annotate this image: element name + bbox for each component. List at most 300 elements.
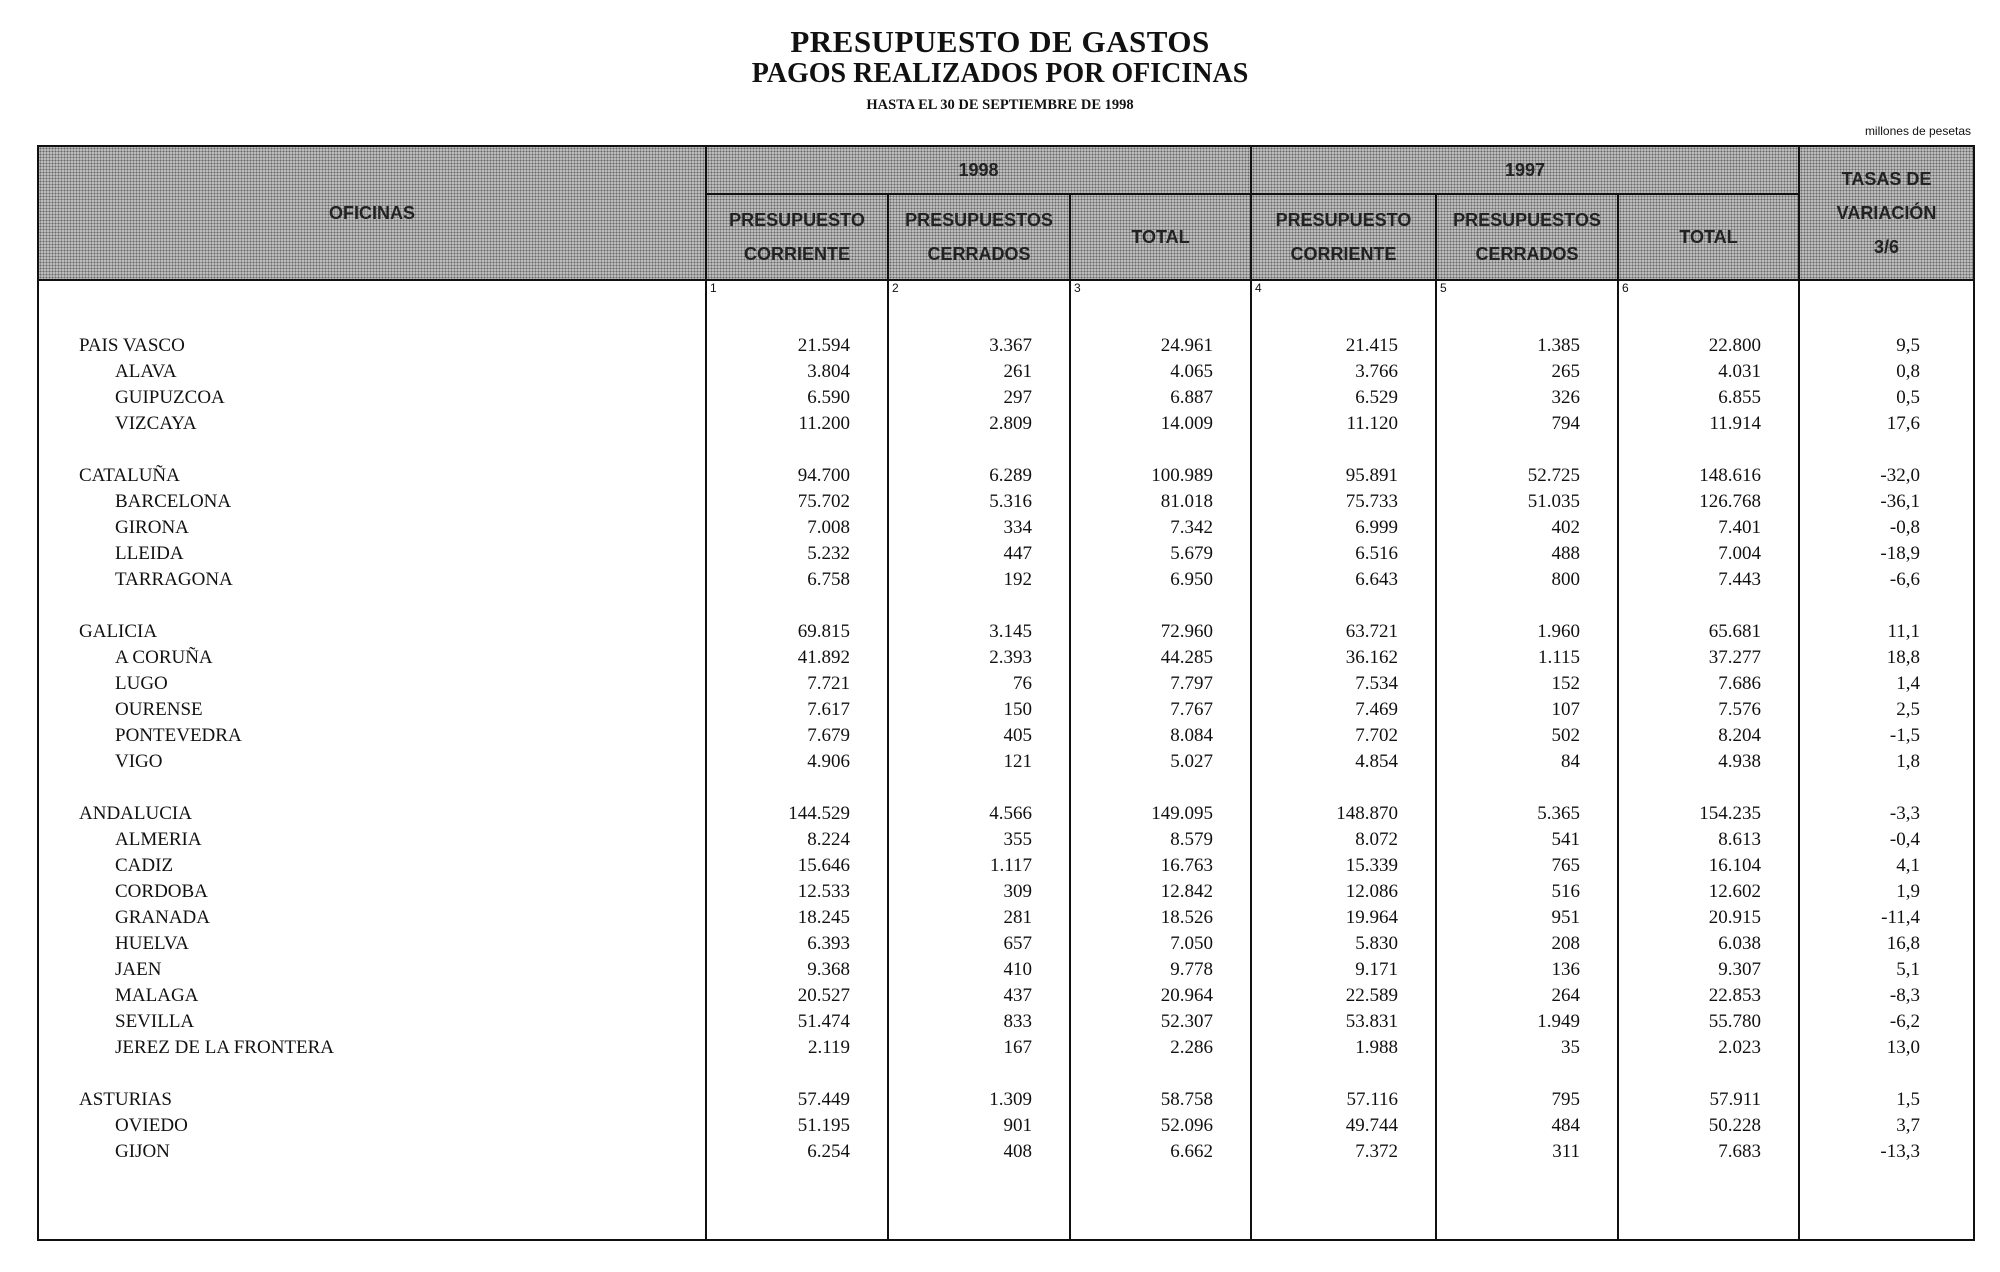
presupuesto-corriente-1998: 15.646 — [706, 853, 888, 879]
spacer-row — [38, 1061, 1974, 1087]
presupuestos-cerrados-1997: 265 — [1436, 359, 1618, 385]
presupuesto-corriente-1998: 51.195 — [706, 1113, 888, 1139]
presupuesto-corriente-1997: 95.891 — [1251, 463, 1436, 489]
spacer-cell — [1251, 437, 1436, 463]
spacer-cell — [888, 593, 1070, 619]
office-row — [38, 489, 1974, 515]
presupuestos-cerrados-1998: 150 — [888, 697, 1070, 723]
total-1998: 58.758 — [1070, 1087, 1251, 1113]
header-line: CERRADOS — [927, 244, 1031, 264]
spacer-cell — [1070, 1061, 1251, 1087]
presupuesto-corriente-1998: 6.590 — [706, 385, 888, 411]
presupuesto-corriente-1997: 12.086 — [1251, 879, 1436, 905]
tasa-variacion: 4,1 — [1799, 853, 1974, 879]
presupuestos-cerrados-1997: 51.035 — [1436, 489, 1618, 515]
total-1998: 6.887 — [1070, 385, 1251, 411]
column-index: 3 — [1070, 280, 1251, 333]
office-name: MALAGA — [38, 983, 706, 1009]
column-index: 6 — [1618, 280, 1799, 333]
spacer-cell — [1436, 1061, 1618, 1087]
tasa-variacion: 17,6 — [1799, 411, 1974, 437]
presupuesto-corriente-1997: 6.999 — [1251, 515, 1436, 541]
office-row — [38, 749, 1974, 775]
office-name: OURENSE — [38, 697, 706, 723]
spacer-cell — [1799, 593, 1974, 619]
total-1997: 148.616 — [1618, 463, 1799, 489]
presupuestos-cerrados-1997: 84 — [1436, 749, 1618, 775]
presupuestos-cerrados-1998: 2.809 — [888, 411, 1070, 437]
total-1998: 5.027 — [1070, 749, 1251, 775]
spacer-cell — [38, 1061, 706, 1087]
tasa-variacion: -13,3 — [1799, 1139, 1974, 1165]
office-name: ANDALUCIA — [38, 801, 706, 827]
column-index-blank — [1799, 280, 1974, 333]
column-index: 1 — [706, 280, 888, 333]
presupuesto-corriente-1997: 7.469 — [1251, 697, 1436, 723]
presupuesto-corriente-1997: 6.516 — [1251, 541, 1436, 567]
total-1998: 81.018 — [1070, 489, 1251, 515]
office-row — [38, 931, 1974, 957]
total-1998: 7.797 — [1070, 671, 1251, 697]
presupuestos-cerrados-1997: 488 — [1436, 541, 1618, 567]
total-1998: 4.065 — [1070, 359, 1251, 385]
presupuestos-cerrados-1998: 3.367 — [888, 333, 1070, 359]
spacer-cell — [888, 775, 1070, 801]
total-1998: 100.989 — [1070, 463, 1251, 489]
presupuestos-cerrados-1997: 136 — [1436, 957, 1618, 983]
presupuestos-cerrados-1998: 261 — [888, 359, 1070, 385]
presupuesto-corriente-1997: 75.733 — [1251, 489, 1436, 515]
header-presupuestos-cerrados-1998 — [888, 194, 1070, 280]
total-1997: 12.602 — [1618, 879, 1799, 905]
presupuestos-cerrados-1997: 1.949 — [1436, 1009, 1618, 1035]
tasa-variacion: 5,1 — [1799, 957, 1974, 983]
presupuestos-cerrados-1997: 208 — [1436, 931, 1618, 957]
presupuestos-cerrados-1997: 5.365 — [1436, 801, 1618, 827]
office-row — [38, 359, 1974, 385]
spacer-cell — [1799, 775, 1974, 801]
presupuestos-cerrados-1998: 121 — [888, 749, 1070, 775]
office-row — [38, 671, 1974, 697]
office-row — [38, 723, 1974, 749]
tasa-variacion: 1,9 — [1799, 879, 1974, 905]
presupuestos-cerrados-1998: 4.566 — [888, 801, 1070, 827]
spacer-cell — [1618, 593, 1799, 619]
header-line: PRESUPUESTO — [1275, 210, 1412, 230]
total-1997: 2.023 — [1618, 1035, 1799, 1061]
spacer-cell — [1799, 1061, 1974, 1087]
office-name: CATALUÑA — [38, 463, 706, 489]
office-row — [38, 411, 1974, 437]
presupuesto-corriente-1998: 7.617 — [706, 697, 888, 723]
spacer-cell — [1618, 1165, 1799, 1240]
header-oficinas: OFICINAS — [38, 146, 706, 280]
presupuestos-cerrados-1998: 192 — [888, 567, 1070, 593]
presupuesto-corriente-1998: 3.804 — [706, 359, 888, 385]
total-1997: 7.576 — [1618, 697, 1799, 723]
presupuesto-corriente-1997: 22.589 — [1251, 983, 1436, 1009]
total-1997: 7.401 — [1618, 515, 1799, 541]
spacer-cell — [706, 1165, 888, 1240]
header-line: CERRADOS — [1475, 244, 1579, 264]
presupuesto-corriente-1998: 20.527 — [706, 983, 888, 1009]
office-name: LUGO — [38, 671, 706, 697]
spacer-cell — [1436, 1165, 1618, 1240]
presupuesto-corriente-1997: 19.964 — [1251, 905, 1436, 931]
presupuesto-corriente-1998: 6.254 — [706, 1139, 888, 1165]
spacer-cell — [1251, 1061, 1436, 1087]
total-1998: 6.662 — [1070, 1139, 1251, 1165]
spacer-cell — [888, 1061, 1070, 1087]
tasa-variacion: -1,5 — [1799, 723, 1974, 749]
spacer-cell — [38, 437, 706, 463]
tasa-variacion: -3,3 — [1799, 801, 1974, 827]
total-1998: 12.842 — [1070, 879, 1251, 905]
total-1998: 9.778 — [1070, 957, 1251, 983]
presupuesto-corriente-1997: 3.766 — [1251, 359, 1436, 385]
spacer-cell — [1618, 775, 1799, 801]
presupuesto-corriente-1998: 18.245 — [706, 905, 888, 931]
spacer-cell — [1436, 593, 1618, 619]
office-row — [38, 957, 1974, 983]
office-row — [38, 983, 1974, 1009]
office-name: GALICIA — [38, 619, 706, 645]
office-name: TARRAGONA — [38, 567, 706, 593]
presupuesto-corriente-1998: 7.008 — [706, 515, 888, 541]
office-row — [38, 515, 1974, 541]
date-line: HASTA EL 30 DE SEPTIEMBRE DE 1998 — [866, 97, 1134, 113]
presupuestos-cerrados-1997: 326 — [1436, 385, 1618, 411]
spacer-cell — [1070, 1165, 1251, 1240]
presupuesto-corriente-1998: 9.368 — [706, 957, 888, 983]
header-tasas-variacion — [1799, 146, 1974, 280]
tasa-variacion: -18,9 — [1799, 541, 1974, 567]
total-1998: 8.579 — [1070, 827, 1251, 853]
tasa-variacion: -6,6 — [1799, 567, 1974, 593]
table-body — [38, 280, 1974, 1240]
header-line: CORRIENTE — [743, 244, 850, 264]
office-row — [38, 827, 1974, 853]
presupuesto-corriente-1998: 12.533 — [706, 879, 888, 905]
total-1997: 154.235 — [1618, 801, 1799, 827]
tasa-variacion: 0,8 — [1799, 359, 1974, 385]
spacer-cell — [1799, 437, 1974, 463]
total-1997: 11.914 — [1618, 411, 1799, 437]
presupuestos-cerrados-1998: 3.145 — [888, 619, 1070, 645]
presupuestos-cerrados-1997: 516 — [1436, 879, 1618, 905]
document-title: PRESUPUESTO DE GASTOS — [790, 24, 1210, 59]
presupuesto-corriente-1997: 6.529 — [1251, 385, 1436, 411]
total-1997: 22.800 — [1618, 333, 1799, 359]
presupuesto-corriente-1998: 7.721 — [706, 671, 888, 697]
office-row — [38, 879, 1974, 905]
presupuestos-cerrados-1997: 1.385 — [1436, 333, 1618, 359]
total-1998: 7.767 — [1070, 697, 1251, 723]
total-1997: 16.104 — [1618, 853, 1799, 879]
office-name: CADIZ — [38, 853, 706, 879]
office-name: PONTEVEDRA — [38, 723, 706, 749]
header-total-1997: TOTAL — [1618, 194, 1799, 280]
column-index-blank — [38, 280, 706, 333]
spacer-cell — [706, 1061, 888, 1087]
presupuesto-corriente-1998: 8.224 — [706, 827, 888, 853]
office-row — [38, 905, 1974, 931]
presupuestos-cerrados-1997: 35 — [1436, 1035, 1618, 1061]
presupuestos-cerrados-1998: 76 — [888, 671, 1070, 697]
tasa-variacion: 1,8 — [1799, 749, 1974, 775]
total-1997: 126.768 — [1618, 489, 1799, 515]
presupuesto-corriente-1997: 6.643 — [1251, 567, 1436, 593]
region-row — [38, 463, 1974, 489]
office-row — [38, 1139, 1974, 1165]
total-1997: 7.686 — [1618, 671, 1799, 697]
presupuestos-cerrados-1998: 833 — [888, 1009, 1070, 1035]
column-index: 2 — [888, 280, 1070, 333]
presupuestos-cerrados-1997: 52.725 — [1436, 463, 1618, 489]
presupuestos-cerrados-1997: 1.115 — [1436, 645, 1618, 671]
total-1998: 149.095 — [1070, 801, 1251, 827]
presupuesto-corriente-1998: 69.815 — [706, 619, 888, 645]
office-name: BARCELONA — [38, 489, 706, 515]
office-row — [38, 541, 1974, 567]
tasa-variacion: -32,0 — [1799, 463, 1974, 489]
document-subtitle: PAGOS REALIZADOS POR OFICINAS — [751, 58, 1249, 89]
office-row — [38, 1113, 1974, 1139]
column-index: 5 — [1436, 280, 1618, 333]
header-line: CORRIENTE — [1290, 244, 1397, 264]
office-row — [38, 385, 1974, 411]
presupuesto-corriente-1997: 8.072 — [1251, 827, 1436, 853]
tasa-variacion: 1,4 — [1799, 671, 1974, 697]
tasa-variacion: 18,8 — [1799, 645, 1974, 671]
total-1998: 72.960 — [1070, 619, 1251, 645]
presupuesto-corriente-1997: 9.171 — [1251, 957, 1436, 983]
presupuestos-cerrados-1997: 264 — [1436, 983, 1618, 1009]
tasa-variacion: -36,1 — [1799, 489, 1974, 515]
tasa-variacion: 13,0 — [1799, 1035, 1974, 1061]
presupuestos-cerrados-1998: 167 — [888, 1035, 1070, 1061]
office-name: ALAVA — [38, 359, 706, 385]
total-1998: 6.950 — [1070, 567, 1251, 593]
presupuesto-corriente-1997: 5.830 — [1251, 931, 1436, 957]
presupuestos-cerrados-1998: 408 — [888, 1139, 1070, 1165]
presupuestos-cerrados-1997: 794 — [1436, 411, 1618, 437]
spacer-row — [38, 775, 1974, 801]
presupuesto-corriente-1998: 7.679 — [706, 723, 888, 749]
total-1998: 5.679 — [1070, 541, 1251, 567]
office-name: HUELVA — [38, 931, 706, 957]
total-1998: 2.286 — [1070, 1035, 1251, 1061]
header-line: PRESUPUESTO — [729, 210, 865, 230]
presupuestos-cerrados-1998: 1.309 — [888, 1087, 1070, 1113]
total-1998: 24.961 — [1070, 333, 1251, 359]
office-row — [38, 645, 1974, 671]
total-1998: 52.096 — [1070, 1113, 1251, 1139]
presupuestos-cerrados-1998: 334 — [888, 515, 1070, 541]
header-presupuesto-corriente-1997 — [1251, 194, 1436, 280]
column-index-row — [38, 280, 1974, 333]
presupuestos-cerrados-1997: 107 — [1436, 697, 1618, 723]
presupuesto-corriente-1997: 36.162 — [1251, 645, 1436, 671]
presupuestos-cerrados-1997: 951 — [1436, 905, 1618, 931]
region-row — [38, 1087, 1974, 1113]
presupuesto-corriente-1998: 41.892 — [706, 645, 888, 671]
office-row — [38, 697, 1974, 723]
office-row — [38, 1035, 1974, 1061]
tasa-variacion: -11,4 — [1799, 905, 1974, 931]
spacer-cell — [1251, 1165, 1436, 1240]
tasa-variacion: 16,8 — [1799, 931, 1974, 957]
presupuesto-corriente-1998: 94.700 — [706, 463, 888, 489]
spacer-cell — [1618, 1061, 1799, 1087]
presupuestos-cerrados-1998: 405 — [888, 723, 1070, 749]
presupuestos-cerrados-1997: 152 — [1436, 671, 1618, 697]
header-presupuestos-cerrados-1997 — [1436, 194, 1618, 280]
office-name: CORDOBA — [38, 879, 706, 905]
presupuesto-corriente-1997: 15.339 — [1251, 853, 1436, 879]
presupuestos-cerrados-1997: 795 — [1436, 1087, 1618, 1113]
presupuesto-corriente-1997: 11.120 — [1251, 411, 1436, 437]
region-row — [38, 619, 1974, 645]
presupuestos-cerrados-1998: 355 — [888, 827, 1070, 853]
tasa-variacion: 2,5 — [1799, 697, 1974, 723]
presupuestos-cerrados-1998: 5.316 — [888, 489, 1070, 515]
office-name: JEREZ DE LA FRONTERA — [38, 1035, 706, 1061]
total-1997: 20.915 — [1618, 905, 1799, 931]
office-name: SEVILLA — [38, 1009, 706, 1035]
total-1997: 37.277 — [1618, 645, 1799, 671]
spacer-cell — [888, 437, 1070, 463]
spacer-cell — [1070, 437, 1251, 463]
office-name: VIZCAYA — [38, 411, 706, 437]
presupuesto-corriente-1998: 6.758 — [706, 567, 888, 593]
spacer-cell — [38, 593, 706, 619]
header-year-1998: 1998 — [706, 146, 1251, 194]
tasa-variacion: -8,3 — [1799, 983, 1974, 1009]
spacer-row — [38, 1165, 1974, 1240]
presupuestos-cerrados-1997: 1.960 — [1436, 619, 1618, 645]
office-name: A CORUÑA — [38, 645, 706, 671]
header-year-1997: 1997 — [1251, 146, 1799, 194]
total-1998: 8.084 — [1070, 723, 1251, 749]
presupuestos-cerrados-1998: 2.393 — [888, 645, 1070, 671]
presupuestos-cerrados-1998: 901 — [888, 1113, 1070, 1139]
total-1997: 55.780 — [1618, 1009, 1799, 1035]
payments-table — [37, 145, 1975, 1241]
total-1997: 8.613 — [1618, 827, 1799, 853]
tasa-variacion: 1,5 — [1799, 1087, 1974, 1113]
office-row — [38, 853, 1974, 879]
total-1998: 18.526 — [1070, 905, 1251, 931]
spacer-cell — [38, 775, 706, 801]
office-name: GIRONA — [38, 515, 706, 541]
total-1997: 22.853 — [1618, 983, 1799, 1009]
total-1997: 6.855 — [1618, 385, 1799, 411]
presupuesto-corriente-1997: 7.372 — [1251, 1139, 1436, 1165]
units-note: millones de pesetas — [1864, 124, 1971, 138]
presupuesto-corriente-1997: 7.534 — [1251, 671, 1436, 697]
presupuesto-corriente-1998: 21.594 — [706, 333, 888, 359]
total-1998: 7.050 — [1070, 931, 1251, 957]
total-1997: 50.228 — [1618, 1113, 1799, 1139]
office-name: GUIPUZCOA — [38, 385, 706, 411]
office-name: GIJON — [38, 1139, 706, 1165]
presupuesto-corriente-1997: 57.116 — [1251, 1087, 1436, 1113]
spacer-cell — [1799, 1165, 1974, 1240]
spacer-row — [38, 437, 1974, 463]
office-row — [38, 1009, 1974, 1035]
presupuestos-cerrados-1998: 437 — [888, 983, 1070, 1009]
presupuesto-corriente-1997: 63.721 — [1251, 619, 1436, 645]
total-1998: 16.763 — [1070, 853, 1251, 879]
presupuestos-cerrados-1997: 765 — [1436, 853, 1618, 879]
header-presupuesto-corriente-1998 — [706, 194, 888, 280]
header-total-1998: TOTAL — [1070, 194, 1251, 280]
column-index: 4 — [1251, 280, 1436, 333]
presupuestos-cerrados-1998: 1.117 — [888, 853, 1070, 879]
spacer-cell — [1070, 775, 1251, 801]
presupuesto-corriente-1998: 2.119 — [706, 1035, 888, 1061]
presupuesto-corriente-1998: 4.906 — [706, 749, 888, 775]
presupuesto-corriente-1998: 51.474 — [706, 1009, 888, 1035]
presupuesto-corriente-1997: 4.854 — [1251, 749, 1436, 775]
total-1997: 4.031 — [1618, 359, 1799, 385]
office-name: OVIEDO — [38, 1113, 706, 1139]
spacer-cell — [1251, 593, 1436, 619]
presupuesto-corriente-1997: 148.870 — [1251, 801, 1436, 827]
tasa-variacion: -0,8 — [1799, 515, 1974, 541]
spacer-cell — [706, 593, 888, 619]
presupuestos-cerrados-1997: 402 — [1436, 515, 1618, 541]
tasa-variacion: -0,4 — [1799, 827, 1974, 853]
tasa-variacion: 0,5 — [1799, 385, 1974, 411]
total-1997: 6.038 — [1618, 931, 1799, 957]
presupuesto-corriente-1998: 144.529 — [706, 801, 888, 827]
presupuesto-corriente-1998: 11.200 — [706, 411, 888, 437]
spacer-cell — [1070, 593, 1251, 619]
presupuestos-cerrados-1997: 502 — [1436, 723, 1618, 749]
office-name: GRANADA — [38, 905, 706, 931]
header-tasas-line2: VARIACIÓN — [1836, 203, 1937, 223]
presupuesto-corriente-1997: 53.831 — [1251, 1009, 1436, 1035]
total-1998: 7.342 — [1070, 515, 1251, 541]
spacer-cell — [706, 775, 888, 801]
spacer-cell — [1436, 437, 1618, 463]
office-name: LLEIDA — [38, 541, 706, 567]
presupuesto-corriente-1998: 57.449 — [706, 1087, 888, 1113]
tasa-variacion: 11,1 — [1799, 619, 1974, 645]
presupuestos-cerrados-1998: 447 — [888, 541, 1070, 567]
spacer-cell — [38, 1165, 706, 1240]
office-name: ASTURIAS — [38, 1087, 706, 1113]
total-1998: 44.285 — [1070, 645, 1251, 671]
office-name: JAEN — [38, 957, 706, 983]
presupuestos-cerrados-1998: 657 — [888, 931, 1070, 957]
tasa-variacion: 3,7 — [1799, 1113, 1974, 1139]
presupuesto-corriente-1998: 75.702 — [706, 489, 888, 515]
total-1997: 7.443 — [1618, 567, 1799, 593]
presupuesto-corriente-1997: 21.415 — [1251, 333, 1436, 359]
office-row — [38, 567, 1974, 593]
presupuesto-corriente-1997: 7.702 — [1251, 723, 1436, 749]
header-line: PRESUPUESTOS — [1453, 210, 1601, 230]
presupuestos-cerrados-1998: 297 — [888, 385, 1070, 411]
presupuestos-cerrados-1997: 311 — [1436, 1139, 1618, 1165]
presupuestos-cerrados-1997: 484 — [1436, 1113, 1618, 1139]
tasa-variacion: 9,5 — [1799, 333, 1974, 359]
total-1997: 7.683 — [1618, 1139, 1799, 1165]
presupuesto-corriente-1997: 49.744 — [1251, 1113, 1436, 1139]
